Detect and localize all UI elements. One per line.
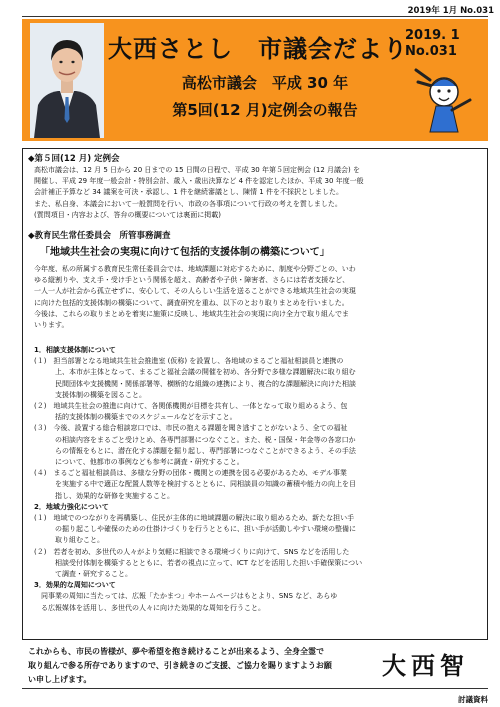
item-line: (２) 地域共生社会の推進に向けて、各関係機関が目標を共有し、一体となって取り組めるよう、包: [34, 402, 348, 411]
closing-message: [28, 645, 332, 687]
item-line: 相談受付体制を構築するとともに、若者の視点に立って、ICT などを活用した担い手確保策につい: [34, 558, 363, 567]
item-heading: 1．相談支援体制について: [34, 346, 116, 354]
item-line: 取り組むこと。: [34, 536, 104, 545]
intro-line: に向けた包括的支援体制の構築について、調査研究を重ね、以下のとおり取りまとめを行いました。: [34, 298, 349, 307]
item-line: の相談内容をまるごと受けとめ、各専門部署につなぐこと。また、税・国保・年金等の各窓口か: [34, 435, 356, 444]
masthead-subtitle: 高松市議会 平成 30 年: [181, 74, 349, 92]
summary-line: 高松市議会は、12 月 5 日から 20 日までの 15 日間の日程で、平成 30 年第５回定例会 (12 月議会) を: [34, 166, 361, 174]
item-heading: 3．効果的な周知について: [34, 581, 116, 590]
section-heading-committee: ◆教育民生常任委員会 所管事務調査: [28, 231, 171, 241]
mascot-illustration: [410, 66, 482, 138]
intro-line: いります。: [34, 321, 69, 330]
intro-line: ゆる縦割りや、支え手・受け手という関係を超え、高齢者や子供・障害者、さらには若者支援など、: [34, 276, 350, 285]
committee-intro: [34, 264, 356, 331]
closing-line: 取り組んで参る所存でありますので、引き続きのご支援、ご協力を賜りますようお願: [28, 661, 332, 670]
footer-label: 討議資料: [458, 695, 488, 704]
item-line: (１) 担当部署となる地域共生社会推進室 (仮称) を設置し、各地域のまるごと福祉相談員と連携の: [34, 357, 344, 366]
item-line: る広報媒体を活用し、多世代の人々に向けた効果的な周知を行うこと。: [34, 603, 265, 612]
header-rule: [22, 16, 488, 17]
intro-line: 一人一人が社会から孤立せずに、安心して、その人らしい生活を送ることができる地域共生社会の実現: [34, 287, 356, 296]
masthead-subtitle-session: 第5回(12 月)定例会の報告: [172, 101, 358, 119]
item-line: (４) まるごと福祉相談員は、多様な分野の団体・機関との連携を図る必要があるため、モデル事業: [34, 469, 347, 478]
signature: 大西智: [382, 651, 469, 680]
item-line: らの情報をもとに、潜在化する課題を掘り起し、専門部署につなぐことができるよう、その手法: [34, 446, 356, 455]
closing-line: これからも、市民の皆様が、夢や希望を抱き続けることが出来るよう、全身全霊で: [28, 647, 324, 656]
item-line: 括的支援体制の構築までのスケジュールなどを示すこと。: [34, 413, 237, 422]
summary-line: また、私自身、本議会において一般質問を行い、市政の各事項について行政の考えを質しました。: [34, 199, 342, 208]
recommendations-list: [34, 345, 362, 614]
summary-line: (質問項目・内容および、答弁の概要については裏面に掲載): [34, 210, 222, 219]
item-line: (１) 地域でのつながりを再構築し、住民が主体的に地域課題の解決に取り組めるため、新たな担い手: [34, 514, 355, 523]
item-line: を実施する中で適正な配置人数等を検討するとともに、同相談員の知識の蓄積や能力の向上を目: [34, 480, 356, 489]
item-line: て調査・研究すること。: [34, 570, 132, 579]
item-line: (３) 今後、設置する総合相談窓口では、市民の抱える課題を聞き逃すことがないよう、全ての福祉: [34, 424, 348, 433]
issue-line: 2019年 1月 No.031: [407, 6, 494, 16]
session-summary: [34, 165, 364, 221]
item-line: の掘り起こしや確保のための仕掛けづくりを行うとともに、担い手が活動しやすい環境の整備に: [34, 525, 356, 534]
masthead-issue: [405, 28, 460, 60]
item-line: 支援体制の構築を図ること。: [34, 390, 146, 399]
intro-line: 今年度、私の所属する教育民生常任委員会では、地域課題に対応するために、制度や分野ごとの、いわ: [34, 265, 356, 273]
item-line: 同事業の周知に当たっては、広報「たかまつ」やホームページはもとより、SNS など、あらゆ: [34, 592, 338, 601]
item-heading: 2．地域力強化について: [34, 502, 109, 511]
summary-line: 開催し、平成 29 年度一般会計・特別会計、歳入・歳出決算など 4 件を認定したほか、平成 30 年度一般: [34, 177, 364, 186]
item-line: について、他都市の事例なども参考に調査・研究すること。: [34, 458, 244, 467]
item-line: 指し、効果的な研修を実施すること。: [34, 491, 174, 500]
committee-topic-title: 「地域共生社会の実現に向けて包括的支援体制の構築について」: [40, 247, 330, 258]
item-line: 民間団体や支援機関・関係部署等、横断的な組織の連携により、複合的な課題解決に向けた相談: [34, 379, 356, 388]
intro-line: 今後は、これらの取りまとめを着実に施策に反映し、地域共生社会の実現に向け全力で取り組んでま: [34, 309, 349, 318]
item-line: 上、本市が主体となって、まるごと福祉会議の開催を初め、各分野で多様な課題解決に取り組む: [34, 368, 356, 377]
summary-line: 会計補正予算など 34 議案を可決・承認し、1 件を継続審議とし、陳情 1 件を不採択としました。: [34, 188, 343, 197]
footer-rule: [22, 688, 488, 689]
item-line: (２) 若者を初め、多世代の人々がより気軽に相談できる環境づくりに向けて、SNS などを活用した: [34, 547, 350, 556]
masthead-issue-date: 2019. 1: [405, 28, 460, 43]
masthead-title: 大西さとし 市議会だより: [108, 35, 408, 63]
closing-line: い申し上げます。: [28, 675, 92, 684]
councillor-portrait: [30, 23, 104, 138]
section-heading-session: ◆第５回(12 月) 定例会: [28, 154, 120, 164]
masthead-issue-number: No.031: [405, 44, 457, 59]
